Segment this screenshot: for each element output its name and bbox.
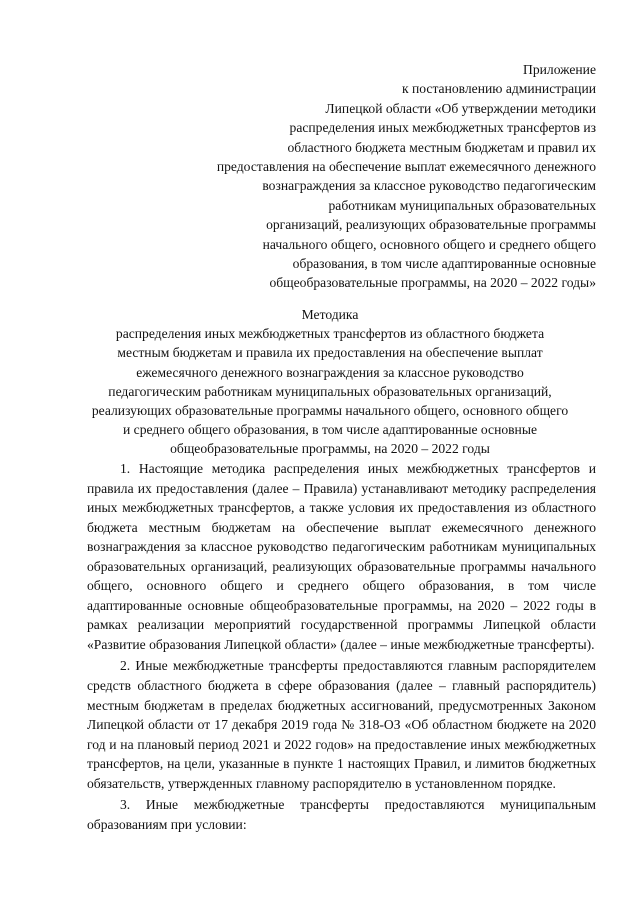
title-line: педагогическим работникам муниципальных образовательных организаций, — [108, 383, 552, 399]
appendix-line: областного бюджета местным бюджетам и правил их — [287, 139, 596, 155]
title-line: распределения иных межбюджетных трансфертов из областного бюджета — [115, 326, 545, 342]
appendix-line: образования, в том числе адаптированные основные — [292, 256, 596, 272]
title-line: общеобразовательные программы, на 2020 – 2022 годы — [170, 441, 490, 457]
appendix-line: к постановлению администрации — [402, 81, 596, 97]
appendix-line: работникам муниципальных образовательных — [328, 197, 596, 213]
paragraph-3: 3. Иные межбюджетные трансферты предоставляются муниципальным образованиям при условии: — [87, 797, 596, 832]
appendix-line: начального общего, основного общего и среднего общего — [262, 236, 596, 252]
title-line: ежемесячного денежного вознаграждения за классное руководство — [136, 364, 524, 380]
paragraph-1: 1. Настоящие методика распределения иных межбюджетных трансфертов и правила их предоставления (далее – Правила) устанавливают методику распределения иных межбюджетных трансфертов, а также условия их предоставления из областного бюджета местным бюджетам на обеспечение выплат ежемесячного денежного вознаграждения за классное руководство педагогическим работникам муниципальных образовательных организаций, реализующих образовательные программы начального общего, основного общего и среднего общего образования, в том числе адаптированные основные общеобразовательные программы, на 2020 – 2022 годы в рамках реализации мероприятий государственной программы Липецкой области «Развитие образования Липецкой области» (далее – иные межбюджетные трансферты). — [87, 461, 596, 652]
appendix-line: распределения иных межбюджетных трансфертов из — [289, 120, 596, 136]
title-line: реализующих образовательные программы начального общего, основного общего — [91, 403, 569, 419]
appendix-line: предоставления на обеспечение выплат ежемесячного денежного — [216, 159, 596, 175]
appendix-line: вознаграждения за классное руководство педагогическим — [262, 178, 596, 194]
appendix-line: организаций, реализующих образовательные программы — [266, 217, 596, 233]
appendix-line: Липецкой области «Об утверждении методики — [325, 100, 596, 116]
document-body — [87, 459, 596, 836]
title-line: местным бюджетам и правила их предоставления на обеспечение выплат — [117, 345, 543, 361]
appendix-line: общеобразовательные программы, на 2020 – 2022 годы» — [269, 275, 596, 291]
title-heading: Методика — [301, 307, 359, 322]
title-line: и среднего общего образования, в том числе адаптированные основные — [122, 422, 538, 438]
document-title — [60, 305, 600, 459]
paragraph-2: 2. Иные межбюджетные трансферты предоставляются главным распорядителем средств областного бюджета в сфере образования (далее – главный распорядитель) местным бюджетам в пределах бюджетных ассигнований, предусмотренных Законом Липецкой области от 17 декабря 2019 года № 318-ОЗ «Об областном бюджете на 2020 год и на плановый период 2021 и 2022 годов» на предоставление иных межбюджетных трансфертов, на цели, указанные в пункте 1 настоящих Правил, и лимитов бюджетных обязательств, утвержденных главному распорядителю в установленном порядке. — [87, 658, 596, 791]
appendix-line: Приложение — [523, 62, 596, 77]
appendix-header — [136, 60, 596, 293]
